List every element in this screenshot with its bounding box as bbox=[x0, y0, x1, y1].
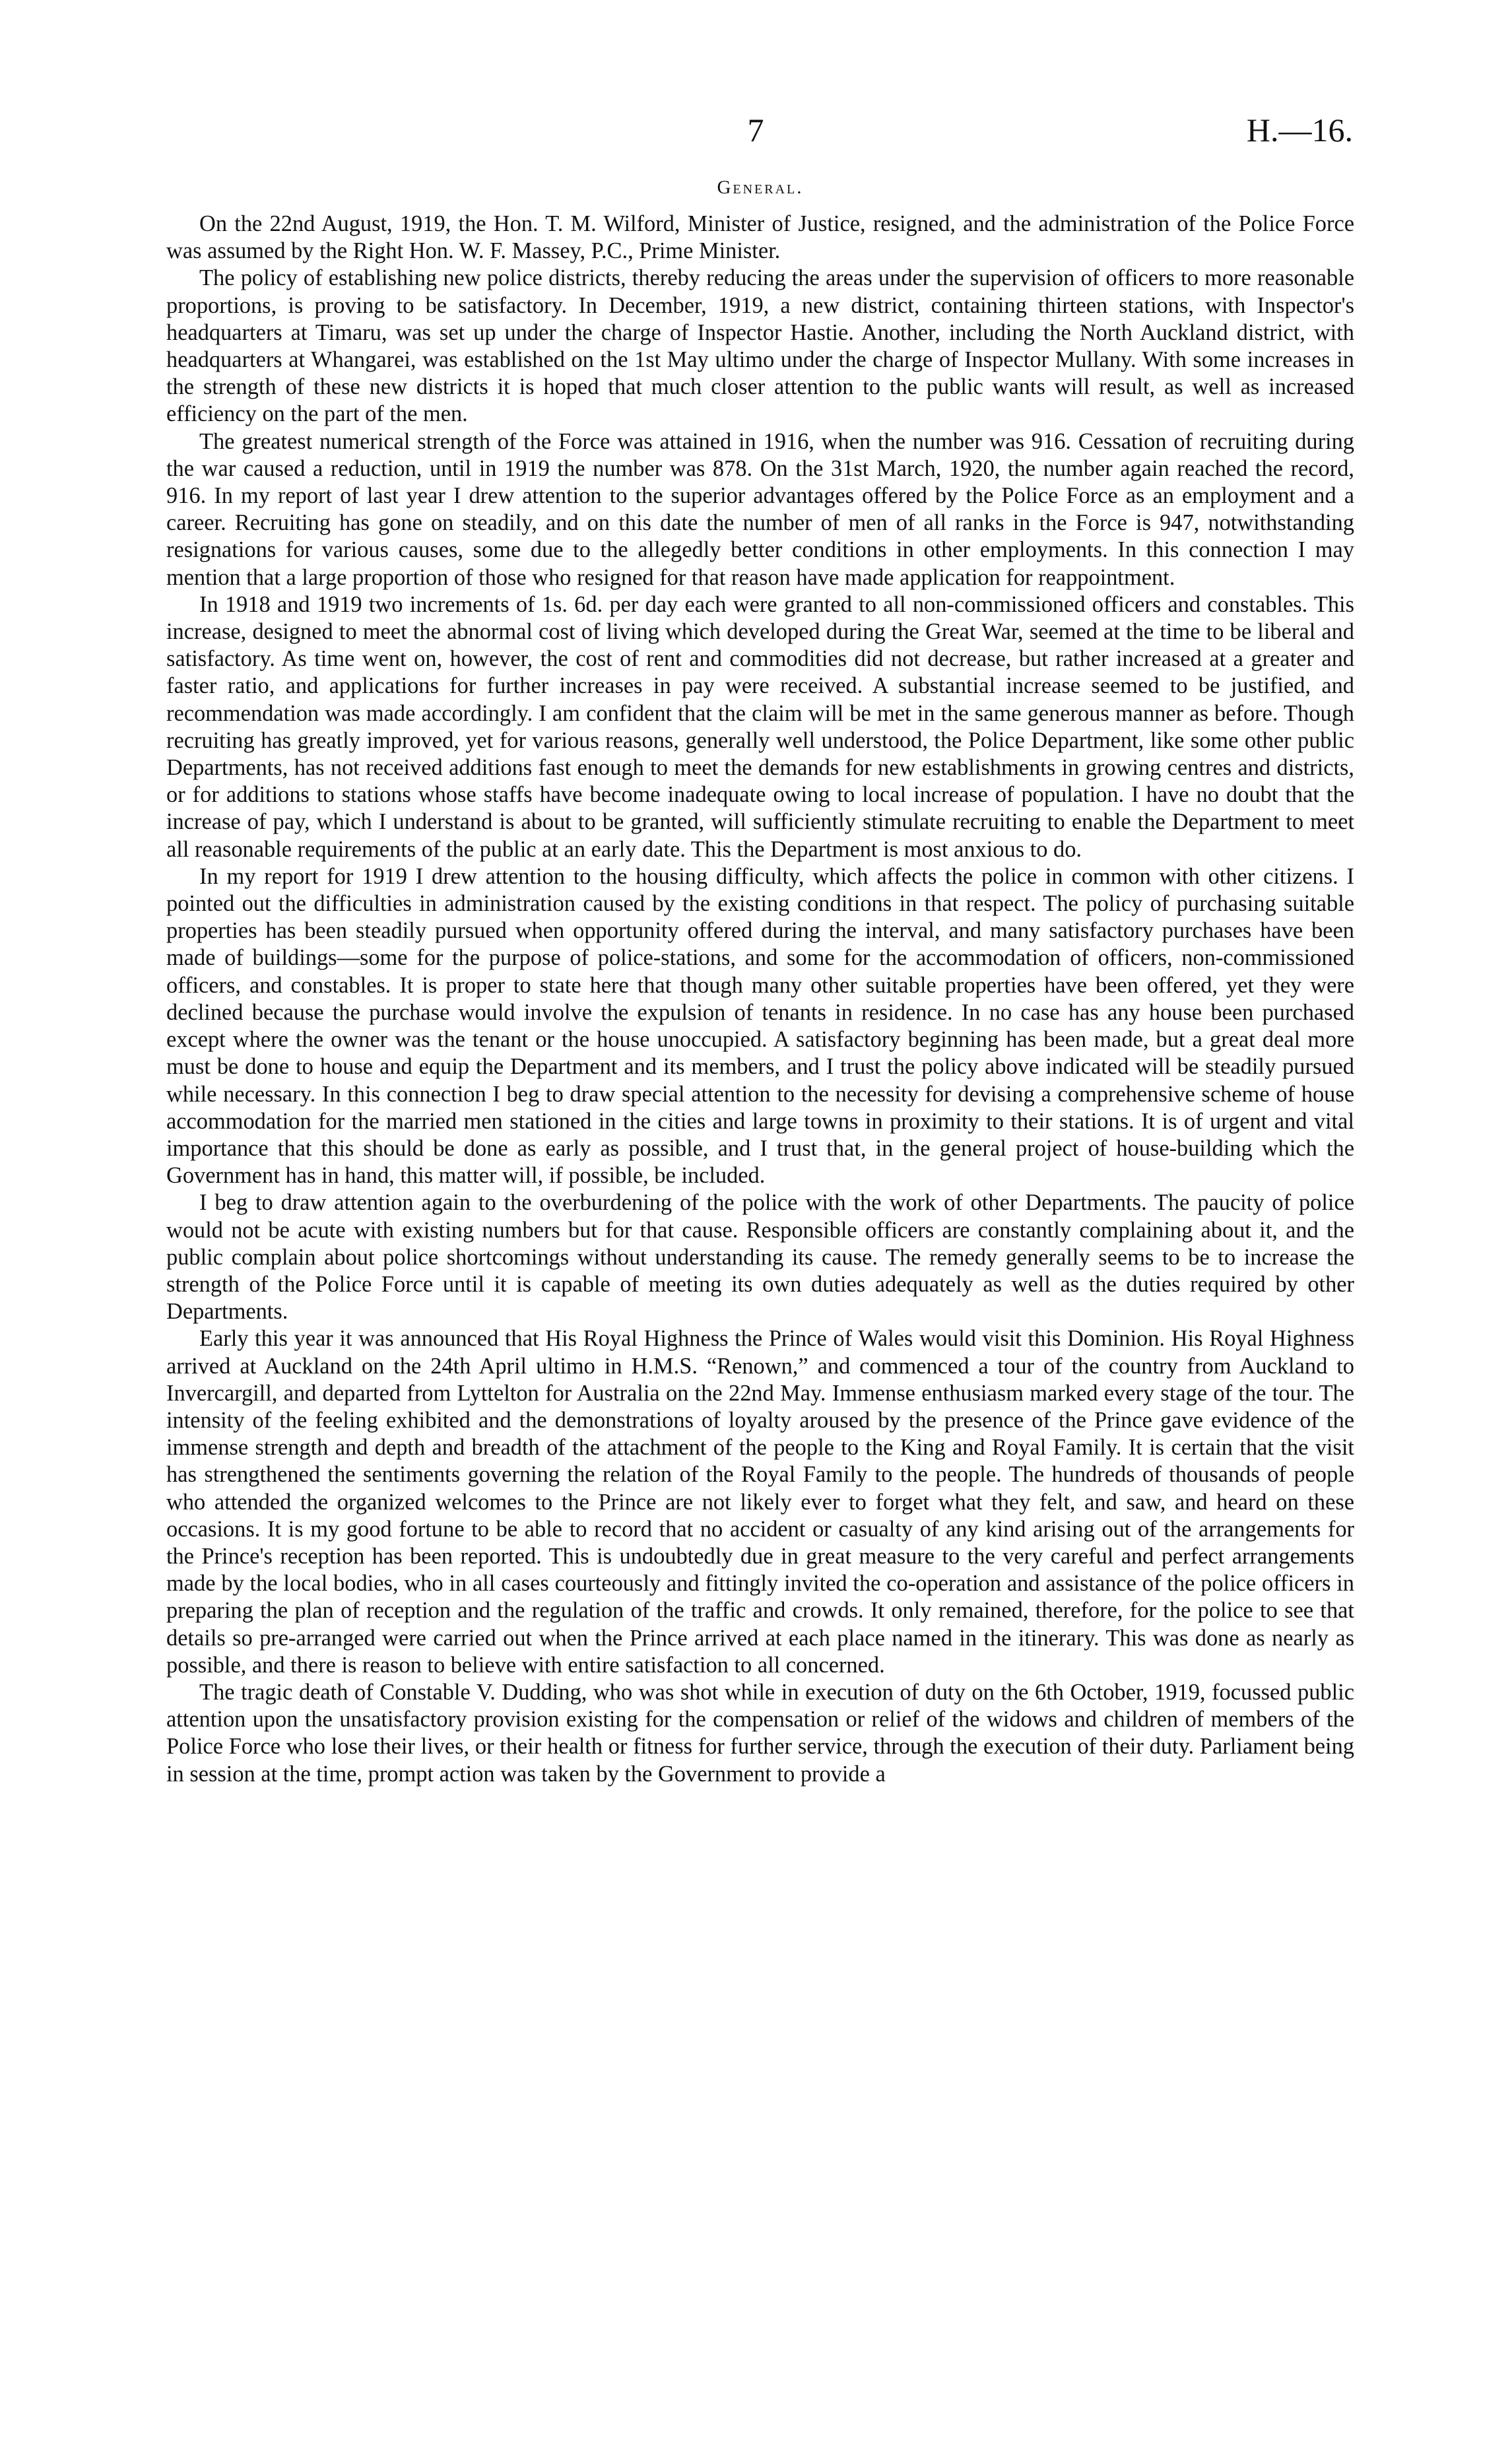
paragraph-overburdening: I beg to draw attention again to the overburdening of the police with the work of other Departments. The paucity of police would not be acute with existing numbers but for that cause. Responsible officers are constantly complaining about it, and the public complain about police shortcomings without understanding its cause. The remedy generally seems to be to increase the strength of the Police Force until it is capable of meeting its own duties adequately as well as the duties required by other Departments. bbox=[166, 1190, 1354, 1325]
document-reference: H.—16. bbox=[1246, 112, 1353, 148]
document-body bbox=[166, 177, 1354, 1788]
section-heading: General. bbox=[717, 177, 804, 198]
page-number: 7 bbox=[747, 112, 764, 148]
paragraph-housing: In my report for 1919 I drew attention to the housing difficulty, which affects the police in common with other citizens. I pointed out the difficulties in administration caused by the existing conditions in that respect. The policy of purchasing suitable properties has been steadily pursued when opportunity offered during the interval, and many satisfactory purchases have been made of buildings—some for the purpose of police-stations, and some for the accommodation of officers, non-commissioned officers, and constables. It is proper to state here that though many other suitable properties have been offered, yet they were declined because the purchase would involve the expulsion of tenants in residence. In no case has any house been purchased except where the owner was the tenant or the house unoccupied. A satisfactory beginning has been made, but a great deal more must be done to house and equip the Department and its members, and I trust the policy above indicated will be steadily pursued while necessary. In this connection I beg to draw special attention to the necessity for devising a comprehensive scheme of house accommodation for the married men stationed in the cities and large towns in proximity to their stations. It is of urgent and vital importance that this should be done as early as possible, and I trust that, in the general project of house-building which the Government has in hand, this matter will, if possible, be included. bbox=[166, 863, 1354, 1189]
paragraph-royal-visit: Early this year it was announced that His Royal Highness the Prince of Wales would visit this Dominion. His Royal Highness arrived at Auckland on the 24th April ultimo in H.M.S. “Renown,” and commenced a tour of the country from Auckland to Invercargill, and departed from Lyttelton for Australia on the 22nd May. Immense enthusiasm marked every stage of the tour. The intensity of the feeling exhibited and the demonstrations of loyalty aroused by the presence of the Prince gave evidence of the immense strength and depth and breadth of the attachment of the people to the King and Royal Family. It is certain that the visit has strengthened the sentiments governing the relation of the Royal Family to the people. The hundreds of thousands of people who attended the organized welcomes to the Prince are not likely ever to forget what they felt, and saw, and heard on these occasions. It is my good fortune to be able to record that no accident or casualty of any kind arising out of the arrangements for the Prince's reception has been reported. This is undoubtedly due in great measure to the very careful and perfect arrangements made by the local bodies, who in all cases courteously and fittingly invited the co-operation and assistance of the police officers in preparing the plan of reception and the regulation of the traffic and crowds. It only remained, therefore, for the police to see that details so pre-arranged were carried out when the Prince arrived at each place named in the itinerary. This was done as nearly as possible, and there is reason to believe with entire satisfaction to all concerned. bbox=[166, 1326, 1354, 1678]
paragraph-constable-dudding: The tragic death of Constable V. Dudding, who was shot while in execution of duty on the 6th October, 1919, focussed public attention upon the unsatisfactory provision existing for the compensation or relief of the widows and children of members of the Police Force who lose their lives, or their health or fitness for further service, through the execution of their duty. Parliament being in session at the time, prompt action was taken by the Government to provide a bbox=[166, 1679, 1354, 1787]
paragraph-new-districts: The policy of establishing new police districts, thereby reducing the areas under the supervision of officers to more reasonable proportions, is proving to be satisfactory. In December, 1919, a new district, containing thirteen stations, with Inspector's headquarters at Timaru, was set up under the charge of Inspector Hastie. Another, including the North Auckland district, with headquarters at Whangarei, was established on the 1st May ultimo under the charge of Inspector Mullany. With some increases in the strength of these new districts it is hoped that much closer attention to the public wants will result, as well as increased efficiency on the part of the men. bbox=[166, 265, 1354, 427]
paragraph-force-strength: The greatest numerical strength of the Force was attained in 1916, when the number was 916. Cessation of recruiting during the war caused a reduction, until in 1919 the number was 878. On the 31st March, 1920, the number again reached the record, 916. In my report of last year I drew attention to the superior advantages offered by the Police Force as an employment and a career. Recruiting has gone on steadily, and on this date the number of men of all ranks in the Force is 947, notwithstanding resignations for various causes, some due to the allegedly better conditions in other employments. In this connection I may mention that a large proportion of those who resigned for that reason have made application for reappointment. bbox=[166, 428, 1354, 590]
page-header bbox=[158, 111, 1353, 157]
paragraph-pay-increments: In 1918 and 1919 two increments of 1s. 6d. per day each were granted to all non-commissioned officers and constables. This increase, designed to meet the abnormal cost of living which developed during the Great War, seemed at the time to be liberal and satisfactory. As time went on, however, the cost of rent and commodities did not decrease, but rather increased at a greater and faster ratio, and applications for further increases in pay were received. A substantial increase seemed to be justified, and recommendation was made accordingly. I am confident that the claim will be met in the same generous manner as before. Though recruiting has greatly improved, yet for various reasons, generally well understood, the Police Department, like some other public Departments, has not received additions fast enough to meet the demands for new establishments in growing centres and districts, or for additions to stations whose staffs have become inadequate owing to local increase of population. I have no doubt that the increase of pay, which I understand is about to be granted, will sufficiently stimulate recruiting to enable the Department to meet all reasonable requirements of the public at an early date. This the Department is most anxious to do. bbox=[166, 591, 1354, 862]
paragraph-minister-change: On the 22nd August, 1919, the Hon. T. M. Wilford, Minister of Justice, resigned, and the administration of the Police Force was assumed by the Right Hon. W. F. Massey, P.C., Prime Minister. bbox=[166, 211, 1354, 264]
